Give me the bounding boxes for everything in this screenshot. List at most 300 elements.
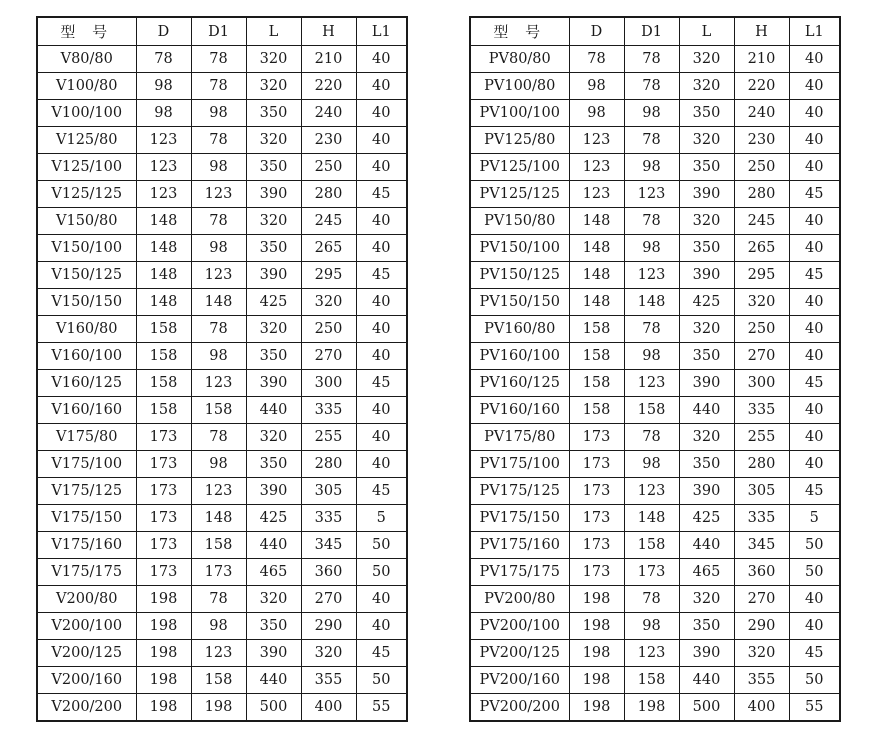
cell-d: 158: [136, 316, 191, 343]
cell-h: 255: [734, 424, 789, 451]
cell-d1: 158: [191, 397, 246, 424]
header-d: D: [136, 17, 191, 46]
cell-model: V160/100: [37, 343, 136, 370]
cell-model: PV200/125: [470, 640, 569, 667]
cell-l: 350: [246, 154, 301, 181]
cell-l1: 40: [356, 154, 407, 181]
table-row: [470, 343, 840, 370]
cell-l1: 40: [356, 127, 407, 154]
cell-model: V160/160: [37, 397, 136, 424]
table-row: [470, 640, 840, 667]
table-row: [37, 154, 407, 181]
header-l1: L1: [789, 17, 840, 46]
cell-l: 350: [679, 235, 734, 262]
cell-d1: 78: [191, 127, 246, 154]
cell-h: 250: [301, 316, 356, 343]
cell-d: 123: [569, 154, 624, 181]
cell-h: 300: [734, 370, 789, 397]
cell-h: 335: [301, 505, 356, 532]
cell-d1: 123: [624, 262, 679, 289]
table-row: [470, 289, 840, 316]
cell-d: 148: [136, 208, 191, 235]
table-row: [470, 613, 840, 640]
cell-d: 173: [569, 505, 624, 532]
cell-l1: 40: [356, 289, 407, 316]
table-row: [470, 235, 840, 262]
cell-d: 148: [569, 262, 624, 289]
table-row: [470, 478, 840, 505]
table-row: [37, 208, 407, 235]
cell-d1: 123: [191, 370, 246, 397]
table-row: [37, 640, 407, 667]
table-row: [470, 532, 840, 559]
cell-h: 250: [301, 154, 356, 181]
cell-h: 220: [301, 73, 356, 100]
cell-d: 123: [136, 127, 191, 154]
cell-l: 350: [246, 100, 301, 127]
header-l1: L1: [356, 17, 407, 46]
cell-d1: 158: [624, 397, 679, 424]
cell-model: PV200/160: [470, 667, 569, 694]
cell-d: 148: [569, 235, 624, 262]
cell-model: PV150/150: [470, 289, 569, 316]
cell-model: V100/80: [37, 73, 136, 100]
table-row: [37, 559, 407, 586]
cell-l: 350: [679, 100, 734, 127]
cell-l1: 45: [356, 370, 407, 397]
cell-d1: 123: [191, 640, 246, 667]
cell-d: 158: [569, 316, 624, 343]
table-row: [470, 208, 840, 235]
table-row: [470, 127, 840, 154]
left-spec-table: [36, 16, 408, 722]
header-h: H: [301, 17, 356, 46]
cell-d: 173: [136, 451, 191, 478]
cell-l1: 45: [789, 181, 840, 208]
cell-d: 198: [136, 586, 191, 613]
table-row: [470, 262, 840, 289]
table-row: [37, 451, 407, 478]
cell-model: V175/150: [37, 505, 136, 532]
cell-model: PV100/80: [470, 73, 569, 100]
cell-h: 290: [734, 613, 789, 640]
right-table-header: [470, 17, 840, 46]
cell-l1: 40: [356, 100, 407, 127]
cell-l: 320: [679, 127, 734, 154]
cell-model: PV200/200: [470, 694, 569, 722]
cell-model: PV175/80: [470, 424, 569, 451]
cell-d1: 98: [624, 154, 679, 181]
cell-h: 280: [734, 181, 789, 208]
cell-model: PV175/125: [470, 478, 569, 505]
cell-h: 345: [734, 532, 789, 559]
cell-d1: 148: [191, 289, 246, 316]
cell-h: 360: [301, 559, 356, 586]
cell-model: V125/125: [37, 181, 136, 208]
cell-h: 270: [734, 586, 789, 613]
cell-model: V80/80: [37, 46, 136, 73]
cell-model: V200/160: [37, 667, 136, 694]
cell-h: 250: [734, 316, 789, 343]
cell-model: PV160/100: [470, 343, 569, 370]
cell-model: V200/200: [37, 694, 136, 722]
table-row: [37, 181, 407, 208]
table-row: [37, 100, 407, 127]
cell-d: 198: [136, 667, 191, 694]
cell-d1: 98: [191, 613, 246, 640]
cell-d1: 148: [191, 505, 246, 532]
cell-model: PV175/160: [470, 532, 569, 559]
table-row: [37, 478, 407, 505]
cell-d: 198: [569, 667, 624, 694]
cell-h: 290: [301, 613, 356, 640]
table-row: [37, 694, 407, 722]
cell-l1: 45: [789, 478, 840, 505]
cell-h: 335: [734, 397, 789, 424]
cell-model: V160/80: [37, 316, 136, 343]
header-row: [470, 17, 840, 46]
table-row: [37, 505, 407, 532]
table-row: [470, 586, 840, 613]
cell-d: 158: [569, 370, 624, 397]
cell-l: 390: [679, 478, 734, 505]
cell-d: 173: [136, 424, 191, 451]
cell-d1: 158: [191, 667, 246, 694]
cell-d1: 98: [624, 451, 679, 478]
cell-h: 270: [301, 343, 356, 370]
left-table-header: [37, 17, 407, 46]
cell-d: 173: [136, 478, 191, 505]
cell-d: 173: [569, 451, 624, 478]
cell-d1: 78: [191, 586, 246, 613]
cell-d1: 98: [624, 613, 679, 640]
cell-h: 335: [734, 505, 789, 532]
header-model: 型 号: [37, 17, 136, 46]
cell-d: 158: [136, 343, 191, 370]
cell-d: 173: [569, 532, 624, 559]
cell-d: 173: [569, 559, 624, 586]
cell-model: V125/100: [37, 154, 136, 181]
cell-h: 295: [301, 262, 356, 289]
cell-d1: 98: [624, 235, 679, 262]
cell-l: 390: [246, 181, 301, 208]
cell-l1: 40: [789, 127, 840, 154]
table-row: [37, 127, 407, 154]
cell-d1: 78: [191, 73, 246, 100]
cell-l1: 40: [789, 235, 840, 262]
cell-l: 320: [246, 208, 301, 235]
cell-h: 320: [734, 640, 789, 667]
header-model: 型 号: [470, 17, 569, 46]
cell-d1: 98: [624, 100, 679, 127]
cell-l1: 40: [789, 46, 840, 73]
cell-l: 390: [246, 640, 301, 667]
cell-h: 355: [734, 667, 789, 694]
cell-model: V175/100: [37, 451, 136, 478]
cell-d: 158: [136, 370, 191, 397]
cell-d1: 78: [624, 73, 679, 100]
right-table-body: [470, 46, 840, 722]
cell-d1: 198: [624, 694, 679, 722]
table-row: [470, 694, 840, 722]
cell-l1: 40: [356, 613, 407, 640]
cell-d1: 78: [191, 424, 246, 451]
cell-d1: 78: [624, 127, 679, 154]
cell-d: 158: [569, 397, 624, 424]
header-d: D: [569, 17, 624, 46]
cell-h: 345: [301, 532, 356, 559]
cell-l1: 55: [356, 694, 407, 722]
cell-l: 390: [246, 370, 301, 397]
table-row: [470, 397, 840, 424]
cell-d1: 78: [624, 46, 679, 73]
cell-l1: 40: [789, 613, 840, 640]
table-row: [37, 316, 407, 343]
cell-d1: 123: [191, 262, 246, 289]
table-row: [37, 235, 407, 262]
cell-l1: 40: [356, 235, 407, 262]
cell-d: 173: [136, 559, 191, 586]
cell-d1: 78: [191, 316, 246, 343]
table-row: [470, 451, 840, 478]
cell-model: PV150/80: [470, 208, 569, 235]
table-row: [37, 397, 407, 424]
cell-h: 360: [734, 559, 789, 586]
table-row: [37, 424, 407, 451]
cell-model: V160/125: [37, 370, 136, 397]
cell-l1: 40: [789, 100, 840, 127]
cell-l: 350: [679, 154, 734, 181]
cell-model: V175/175: [37, 559, 136, 586]
cell-h: 295: [734, 262, 789, 289]
cell-d: 78: [136, 46, 191, 73]
cell-model: PV150/100: [470, 235, 569, 262]
cell-d1: 173: [191, 559, 246, 586]
cell-d: 98: [136, 100, 191, 127]
cell-d: 148: [569, 208, 624, 235]
cell-model: PV175/175: [470, 559, 569, 586]
cell-h: 400: [734, 694, 789, 722]
cell-l1: 40: [789, 154, 840, 181]
cell-l1: 45: [356, 262, 407, 289]
table-row: [37, 73, 407, 100]
cell-l1: 45: [356, 181, 407, 208]
cell-model: V125/80: [37, 127, 136, 154]
cell-d: 198: [569, 613, 624, 640]
cell-d: 98: [569, 100, 624, 127]
cell-l: 440: [679, 667, 734, 694]
cell-d: 173: [569, 478, 624, 505]
cell-l: 320: [246, 46, 301, 73]
table-row: [37, 46, 407, 73]
cell-l: 440: [246, 397, 301, 424]
cell-l: 350: [246, 451, 301, 478]
table-row: [470, 154, 840, 181]
table-row: [470, 505, 840, 532]
cell-l: 320: [679, 316, 734, 343]
cell-d: 123: [569, 181, 624, 208]
cell-d1: 78: [624, 316, 679, 343]
cell-model: V150/125: [37, 262, 136, 289]
cell-d: 123: [569, 127, 624, 154]
cell-d1: 78: [624, 208, 679, 235]
left-table-body: [37, 46, 407, 722]
header-h: H: [734, 17, 789, 46]
cell-l: 440: [679, 532, 734, 559]
cell-d1: 123: [624, 181, 679, 208]
cell-l1: 40: [356, 46, 407, 73]
cell-l: 350: [246, 613, 301, 640]
right-spec-table: [469, 16, 841, 722]
cell-model: PV175/150: [470, 505, 569, 532]
cell-model: V200/80: [37, 586, 136, 613]
cell-l: 320: [679, 46, 734, 73]
cell-model: PV125/125: [470, 181, 569, 208]
cell-l: 390: [679, 262, 734, 289]
cell-l: 390: [246, 262, 301, 289]
table-row: [470, 370, 840, 397]
cell-l1: 50: [356, 559, 407, 586]
cell-d1: 123: [624, 478, 679, 505]
cell-d1: 158: [624, 532, 679, 559]
cell-l: 350: [246, 235, 301, 262]
cell-l1: 45: [789, 370, 840, 397]
cell-h: 355: [301, 667, 356, 694]
cell-l: 320: [246, 73, 301, 100]
cell-h: 305: [301, 478, 356, 505]
cell-d: 123: [136, 154, 191, 181]
cell-h: 270: [301, 586, 356, 613]
header-l: L: [679, 17, 734, 46]
table-row: [37, 532, 407, 559]
table-row: [470, 73, 840, 100]
cell-l1: 40: [789, 289, 840, 316]
cell-l: 320: [246, 316, 301, 343]
cell-l: 390: [679, 370, 734, 397]
cell-model: V200/100: [37, 613, 136, 640]
cell-d1: 158: [624, 667, 679, 694]
cell-d: 148: [136, 262, 191, 289]
cell-l1: 40: [789, 424, 840, 451]
cell-l1: 5: [789, 505, 840, 532]
cell-l: 425: [246, 289, 301, 316]
cell-l1: 45: [356, 640, 407, 667]
cell-l1: 40: [789, 316, 840, 343]
cell-d: 148: [569, 289, 624, 316]
cell-l1: 40: [356, 424, 407, 451]
cell-d: 123: [136, 181, 191, 208]
cell-model: PV160/125: [470, 370, 569, 397]
cell-l1: 40: [789, 208, 840, 235]
cell-h: 250: [734, 154, 789, 181]
cell-l: 465: [246, 559, 301, 586]
cell-l: 425: [679, 505, 734, 532]
cell-model: PV100/100: [470, 100, 569, 127]
cell-l: 320: [679, 586, 734, 613]
cell-d: 78: [569, 46, 624, 73]
cell-l1: 45: [356, 478, 407, 505]
cell-h: 270: [734, 343, 789, 370]
cell-d1: 148: [624, 505, 679, 532]
cell-l1: 40: [789, 73, 840, 100]
cell-h: 230: [734, 127, 789, 154]
cell-h: 400: [301, 694, 356, 722]
cell-l: 320: [246, 586, 301, 613]
cell-l: 350: [679, 613, 734, 640]
table-row: [37, 586, 407, 613]
cell-l: 390: [679, 640, 734, 667]
cell-model: PV80/80: [470, 46, 569, 73]
cell-l: 320: [679, 208, 734, 235]
cell-d: 158: [136, 397, 191, 424]
cell-l1: 55: [789, 694, 840, 722]
cell-l1: 45: [789, 262, 840, 289]
cell-l1: 40: [789, 586, 840, 613]
cell-d: 173: [136, 532, 191, 559]
table-row: [37, 667, 407, 694]
cell-h: 240: [301, 100, 356, 127]
header-d1: D1: [191, 17, 246, 46]
cell-l: 320: [246, 127, 301, 154]
table-row: [470, 667, 840, 694]
cell-l: 500: [246, 694, 301, 722]
cell-l: 350: [679, 343, 734, 370]
cell-d: 148: [136, 289, 191, 316]
cell-l: 320: [246, 424, 301, 451]
cell-d1: 123: [191, 181, 246, 208]
cell-h: 335: [301, 397, 356, 424]
cell-model: PV160/160: [470, 397, 569, 424]
cell-l1: 40: [789, 397, 840, 424]
cell-h: 220: [734, 73, 789, 100]
cell-l1: 50: [789, 667, 840, 694]
cell-d1: 173: [624, 559, 679, 586]
cell-h: 265: [734, 235, 789, 262]
cell-h: 240: [734, 100, 789, 127]
cell-model: V100/100: [37, 100, 136, 127]
cell-model: PV160/80: [470, 316, 569, 343]
cell-d: 198: [569, 694, 624, 722]
table-row: [470, 181, 840, 208]
cell-l: 440: [679, 397, 734, 424]
cell-model: V150/150: [37, 289, 136, 316]
cell-model: V200/125: [37, 640, 136, 667]
cell-l1: 50: [356, 667, 407, 694]
cell-d1: 148: [624, 289, 679, 316]
cell-l1: 45: [789, 640, 840, 667]
cell-h: 300: [301, 370, 356, 397]
cell-h: 245: [301, 208, 356, 235]
table-row: [37, 262, 407, 289]
cell-d1: 78: [191, 46, 246, 73]
cell-d1: 78: [624, 424, 679, 451]
cell-d: 98: [569, 73, 624, 100]
cell-l1: 40: [356, 586, 407, 613]
cell-d1: 98: [624, 343, 679, 370]
cell-l1: 40: [356, 451, 407, 478]
cell-d1: 98: [191, 154, 246, 181]
cell-l1: 5: [356, 505, 407, 532]
cell-h: 210: [301, 46, 356, 73]
table-row: [470, 46, 840, 73]
cell-h: 320: [734, 289, 789, 316]
cell-l1: 50: [789, 532, 840, 559]
cell-l: 425: [679, 289, 734, 316]
cell-d1: 78: [624, 586, 679, 613]
cell-h: 320: [301, 289, 356, 316]
cell-model: V150/80: [37, 208, 136, 235]
cell-d: 198: [136, 640, 191, 667]
